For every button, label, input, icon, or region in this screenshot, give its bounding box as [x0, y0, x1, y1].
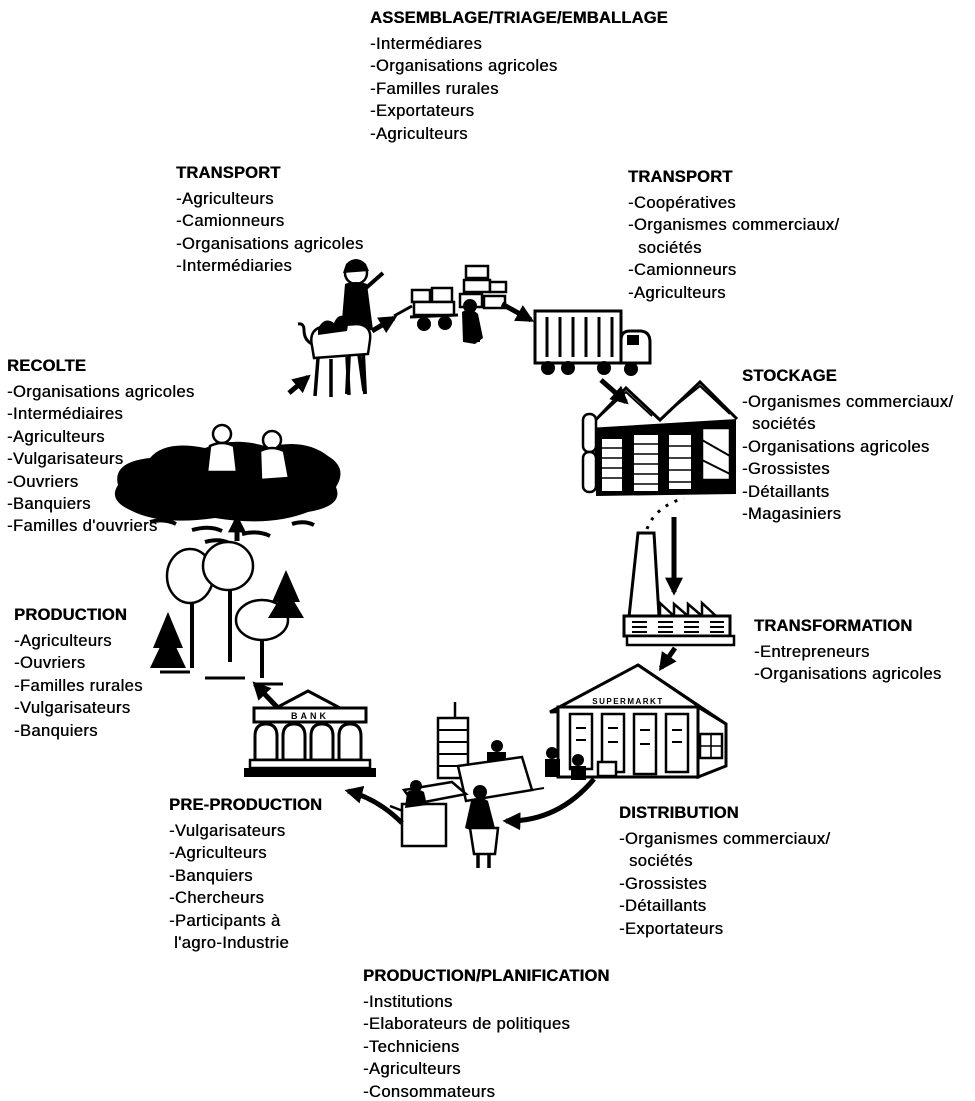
stage-title: PRODUCTION: [14, 606, 127, 624]
stage-item: -Participants à: [169, 911, 281, 930]
stage-assemblage-triage-emballage: [370, 7, 668, 145]
stage-item: -Familles rurales: [14, 676, 143, 695]
stage-item: -Détaillants: [742, 482, 830, 501]
stage-item: -Organismes commerciaux/: [742, 393, 954, 411]
stacked-crates-illustration: [460, 266, 506, 344]
stage-title: TRANSPORT: [176, 164, 281, 182]
stage-item: -Agriculteurs: [7, 427, 105, 446]
stage-distribution: [619, 802, 830, 940]
stage-item: -Banquiers: [169, 866, 253, 885]
stage-pre-production: [169, 794, 322, 954]
stage-item: -Intermédiaires: [7, 405, 124, 424]
stage-title: PRE-PRODUCTION: [169, 796, 323, 814]
stage-item: -Techniciens: [363, 1037, 460, 1056]
stage-item: -Organismes commerciaux/: [619, 830, 831, 848]
stage-item: -Coopératives: [628, 194, 736, 212]
stage-item: sociétés: [619, 852, 693, 871]
stage-item: -Familles d'ouvriers: [7, 517, 158, 536]
stage-item: -Ouvriers: [14, 654, 86, 673]
stage-item: -Grossistes: [742, 460, 830, 479]
market-stalls-illustration: [390, 702, 544, 868]
stage-item: -Chercheurs: [169, 889, 265, 908]
stage-item: -Agriculteurs: [628, 283, 726, 302]
stage-transport-est: [628, 166, 839, 304]
stage-item: -Grossistes: [619, 874, 707, 893]
arrow-transformation-to-distribution: [661, 648, 675, 668]
stage-item: -Ouvriers: [7, 472, 79, 491]
stage-stockage: [742, 365, 953, 525]
stage-title: TRANSFORMATION: [754, 617, 913, 635]
stage-title: TRANSPORT: [628, 168, 733, 186]
stage-item: -Magasiniers: [742, 505, 842, 524]
arrow-transport-to-assemblage: [372, 318, 394, 331]
stage-item: sociétés: [628, 238, 702, 257]
stage-item: -Intermédiares: [370, 35, 482, 53]
stage-item: -Institutions: [363, 993, 453, 1011]
stage-item: -Exportateurs: [370, 102, 475, 121]
stage-item: -Organisations agricoles: [742, 437, 930, 456]
stage-item: l'agro-Industrie: [169, 934, 290, 953]
bank-sign: BANK: [291, 711, 329, 721]
camel-transport-illustration: [298, 259, 383, 397]
stage-title: ASSEMBLAGE/TRIAGE/EMBALLAGE: [370, 9, 668, 27]
arrow-assemblage-to-transport-est: [502, 304, 531, 320]
supermarket-illustration: [545, 665, 726, 780]
stage-item: -Consommateurs: [363, 1082, 496, 1101]
handcart-illustration: [394, 288, 458, 331]
arrow-pre-production-to-production: [255, 684, 277, 707]
stage-title: DISTRIBUTION: [619, 804, 739, 822]
stage-transformation: [754, 615, 942, 686]
stage-item: -Organisations agricoles: [7, 383, 195, 401]
container-truck-illustration: [535, 311, 650, 376]
orchard-trees-illustration: [150, 542, 304, 684]
bank-illustration: [244, 691, 376, 777]
arrow-recolte-to-transport: [289, 377, 308, 393]
stage-item: -Organisations agricoles: [754, 665, 942, 684]
stage-production: [14, 604, 143, 742]
stage-item: -Organisations agricoles: [370, 57, 558, 76]
stage-item: -Elaborateurs de politiques: [363, 1015, 571, 1034]
stage-item: -Vulgarisateurs: [7, 450, 124, 469]
stage-item: -Camionneurs: [628, 261, 737, 280]
stage-item: sociétés: [742, 415, 816, 434]
stage-item: -Familles rurales: [370, 79, 499, 98]
stage-item: -Organisations agricoles: [176, 234, 364, 253]
stage-item: -Détaillants: [619, 897, 707, 916]
supermarket-sign: SUPERMARKT: [592, 697, 664, 706]
stage-item: -Banquiers: [14, 721, 98, 740]
stage-production-planification: [363, 965, 609, 1101]
stage-item: -Intermédiaries: [176, 257, 293, 276]
stage-transport-ouest: [176, 162, 364, 278]
stage-item: -Vulgarisateurs: [169, 822, 286, 840]
stage-item: -Entrepreneurs: [754, 643, 870, 661]
warehouse-illustration: [583, 382, 737, 496]
stage-item: -Agriculteurs: [176, 190, 274, 208]
factory-smoke: [647, 498, 684, 529]
stage-title: PRODUCTION/PLANIFICATION: [363, 967, 610, 985]
stage-item: -Agriculteurs: [363, 1060, 461, 1079]
stage-item: -Camionneurs: [176, 212, 285, 231]
stage-item: -Organismes commerciaux/: [628, 216, 840, 235]
stage-item: -Vulgarisateurs: [14, 699, 131, 718]
stage-title: RECOLTE: [7, 357, 87, 375]
stage-item: -Banquiers: [7, 495, 91, 514]
stage-item: -Agriculteurs: [14, 632, 112, 650]
stage-title: STOCKAGE: [742, 367, 837, 385]
factory-illustration: [624, 498, 734, 645]
stage-item: -Exportateurs: [619, 919, 724, 938]
stage-item: -Agriculteurs: [370, 124, 468, 143]
stage-recolte: [7, 355, 195, 538]
stage-item: -Agriculteurs: [169, 844, 267, 863]
